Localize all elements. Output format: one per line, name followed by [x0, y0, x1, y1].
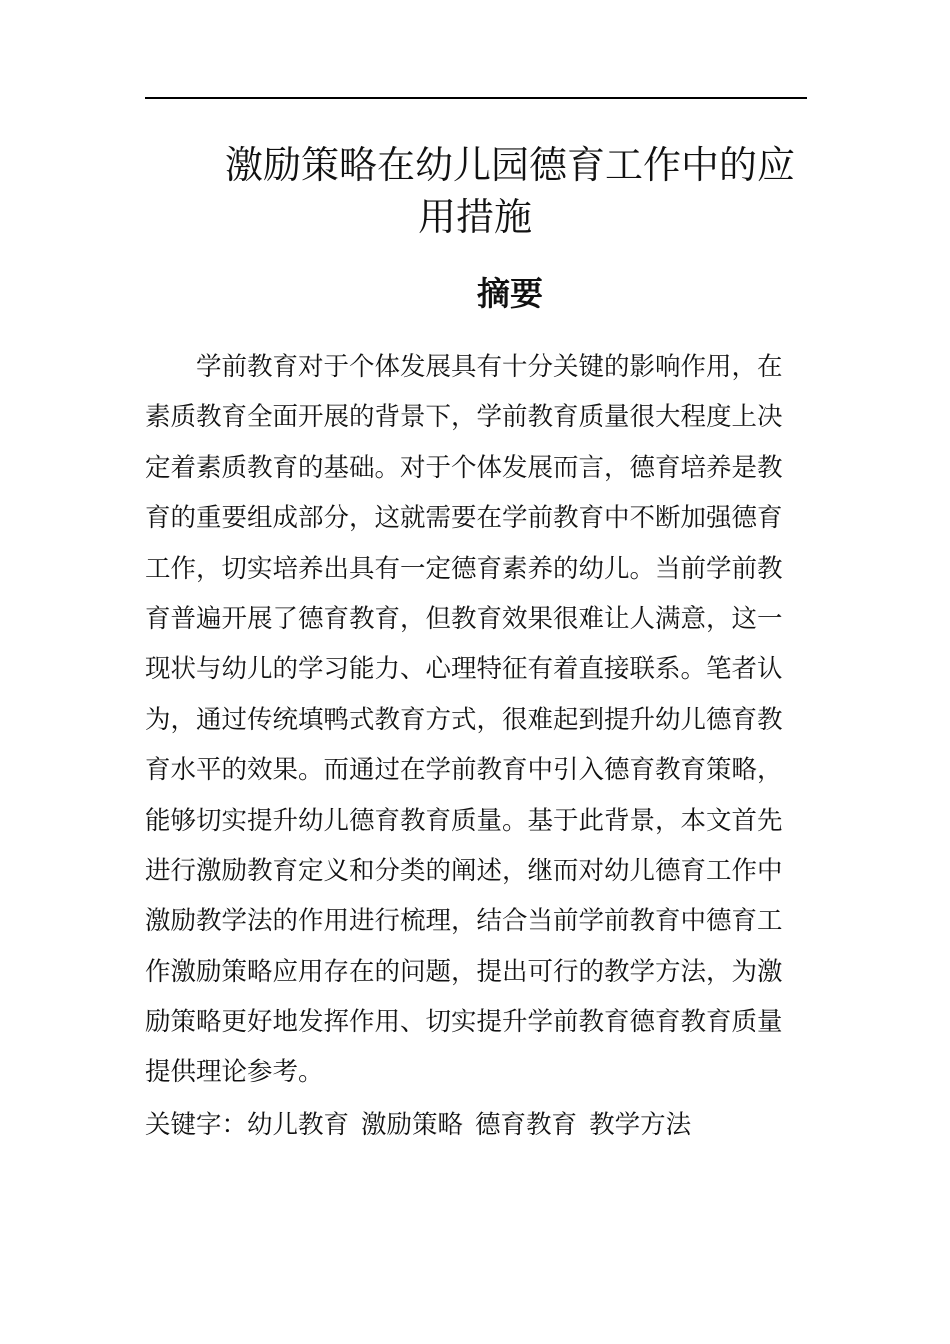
abstract-line: 工作，切实培养出具有一定德育素养的幼儿。当前学前教	[145, 553, 783, 584]
abstract-line: 提供理论参考。	[145, 1057, 324, 1088]
abstract-line: 激励教学法的作用进行梳理，结合当前学前教育中德育工	[145, 906, 783, 937]
abstract-line: 育普遍开展了德育教育，但教育效果很难让人满意，这一	[145, 603, 783, 634]
keywords-label: 关键字：	[145, 1110, 248, 1140]
abstract-line: 素质教育全面开展的背景下，学前教育质量很大程度上决	[145, 402, 783, 433]
abstract-heading: 摘要	[477, 274, 543, 313]
abstract-line: 现状与幼儿的学习能力、心理特征有着直接联系。笔者认	[145, 654, 783, 685]
abstract-line: 育的重要组成部分，这就需要在学前教育中不断加强德育	[145, 503, 783, 534]
abstract-line: 作激励策略应用存在的问题，提出可行的教学方法，为激	[145, 956, 783, 987]
title-line-1: 激励策略在幼儿园德育工作中的应	[225, 143, 796, 187]
abstract-body	[145, 342, 807, 1098]
abstract-line: 进行激励教育定义和分类的阐述，继而对幼儿德育工作中	[145, 855, 783, 886]
keywords-line	[145, 1103, 807, 1147]
abstract-line: 育水平的效果。而通过在学前教育中引入德育教育策略，	[145, 755, 783, 786]
abstract-line: 学前教育对于个体发展具有十分关键的影响作用，在	[196, 352, 783, 382]
keyword: 激励策略	[361, 1110, 464, 1140]
keyword: 幼儿教育	[247, 1110, 350, 1140]
title-line-2: 用措施	[418, 195, 533, 239]
abstract-line: 励策略更好地发挥作用、切实提升学前教育德育教育质量	[145, 1007, 783, 1038]
abstract-line: 为，通过传统填鸭式教育方式，很难起到提升幼儿德育教	[145, 704, 783, 735]
header-rule	[145, 97, 807, 99]
abstract-line: 定着素质教育的基础。对于个体发展而言，德育培养是教	[145, 452, 783, 483]
abstract-line: 能够切实提升幼儿德育教育质量。基于此背景，本文首先	[145, 805, 783, 836]
keyword: 德育教育	[475, 1110, 578, 1140]
document-title	[225, 139, 805, 243]
keyword: 教学方法	[589, 1110, 692, 1140]
